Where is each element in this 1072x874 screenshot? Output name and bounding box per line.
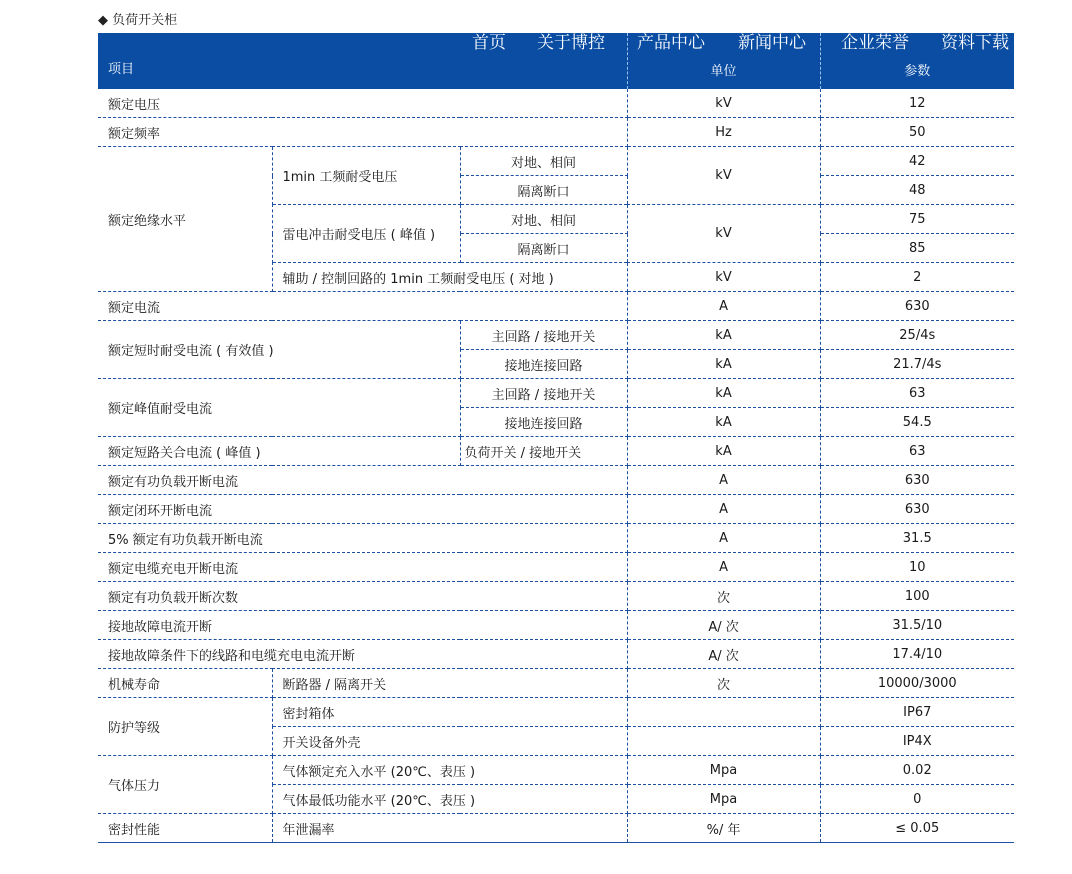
- row-value: 31.5/10: [820, 611, 1014, 640]
- table-row: [98, 118, 1014, 147]
- row-value: 31.5: [820, 524, 1014, 553]
- row-unit: kV: [627, 89, 820, 118]
- row-unit: A/ 次: [627, 611, 820, 640]
- row-label: 额定频率: [98, 118, 627, 147]
- row-label: 5% 额定有功负载开断电流: [98, 524, 627, 553]
- header-param: 参数: [820, 33, 1014, 89]
- row-subitem: 隔离断口: [460, 176, 627, 205]
- row-value: 630: [820, 466, 1014, 495]
- row-label: 机械寿命: [98, 669, 272, 698]
- row-unit: [627, 698, 820, 727]
- row-subitem: 负荷开关 / 接地开关: [460, 437, 627, 466]
- row-value: IP67: [820, 698, 1014, 727]
- table-row: [98, 669, 1014, 698]
- table-row: [98, 379, 1014, 408]
- row-unit: 次: [627, 582, 820, 611]
- row-unit: A: [627, 466, 820, 495]
- row-label: 额定绝缘水平: [98, 147, 272, 292]
- row-unit: A/ 次: [627, 640, 820, 669]
- nav-link-products[interactable]: 产品中心: [637, 33, 705, 53]
- row-value: 85: [820, 234, 1014, 263]
- table-row: [98, 321, 1014, 350]
- table-row: [98, 292, 1014, 321]
- row-value: 10: [820, 553, 1014, 582]
- row-value: 0: [820, 785, 1014, 814]
- row-value: 0.02: [820, 756, 1014, 785]
- row-sublabel: 密封箱体: [272, 698, 627, 727]
- row-subitem: 接地连接回路: [460, 408, 627, 437]
- row-value: 63: [820, 437, 1014, 466]
- row-unit: [627, 727, 820, 756]
- row-value: 50: [820, 118, 1014, 147]
- row-unit: kA: [627, 379, 820, 408]
- row-sublabel: 辅助 / 控制回路的 1min 工频耐受电压 ( 对地 ): [272, 263, 627, 292]
- row-label: 接地故障电流开断: [98, 611, 627, 640]
- table-row: [98, 756, 1014, 785]
- row-unit: kA: [627, 408, 820, 437]
- row-label: 额定电缆充电开断电流: [98, 553, 627, 582]
- row-subitem: 主回路 / 接地开关: [460, 379, 627, 408]
- row-unit: kA: [627, 321, 820, 350]
- row-unit: kV: [627, 147, 820, 205]
- row-value: ≤ 0.05: [820, 814, 1014, 843]
- table-row: [98, 611, 1014, 640]
- row-sublabel: 年泄漏率: [272, 814, 627, 843]
- row-value: 12: [820, 89, 1014, 118]
- row-label: 额定短时耐受电流 ( 有效值 ): [98, 321, 460, 379]
- row-unit: 次: [627, 669, 820, 698]
- row-value: 630: [820, 495, 1014, 524]
- row-value: 63: [820, 379, 1014, 408]
- row-subitem: 接地连接回路: [460, 350, 627, 379]
- row-sublabel: 1min 工频耐受电压: [272, 147, 460, 205]
- row-value: 25/4s: [820, 321, 1014, 350]
- row-value: 54.5: [820, 408, 1014, 437]
- row-value: 17.4/10: [820, 640, 1014, 669]
- header-item: 项目: [98, 33, 627, 89]
- row-unit: kA: [627, 437, 820, 466]
- row-label: 接地故障条件下的线路和电缆充电电流开断: [98, 640, 627, 669]
- table-row: [98, 553, 1014, 582]
- table-row: [98, 437, 1014, 466]
- row-label: 气体压力: [98, 756, 272, 814]
- table-row: [98, 147, 1014, 176]
- row-subitem: 隔离断口: [460, 234, 627, 263]
- row-label: 额定有功负载开断电流: [98, 466, 627, 495]
- row-unit: %/ 年: [627, 814, 820, 843]
- row-unit: kV: [627, 205, 820, 263]
- row-label: 额定电流: [98, 292, 627, 321]
- row-subitem: 对地、相间: [460, 147, 627, 176]
- row-unit: A: [627, 292, 820, 321]
- row-label: 额定峰值耐受电流: [98, 379, 460, 437]
- header-unit: 单位: [627, 33, 820, 89]
- nav-link-news[interactable]: 新闻中心: [738, 33, 806, 53]
- row-sublabel: 断路器 / 隔离开关: [272, 669, 627, 698]
- row-value: 10000/3000: [820, 669, 1014, 698]
- table-row: [98, 466, 1014, 495]
- row-unit: Mpa: [627, 756, 820, 785]
- table-row: [98, 582, 1014, 611]
- row-value: 42: [820, 147, 1014, 176]
- row-value: 21.7/4s: [820, 350, 1014, 379]
- row-label: 额定有功负载开断次数: [98, 582, 627, 611]
- row-sublabel: 雷电冲击耐受电压 ( 峰值 ): [272, 205, 460, 263]
- row-subitem: 对地、相间: [460, 205, 627, 234]
- row-label: 额定闭环开断电流: [98, 495, 627, 524]
- row-sublabel: 气体最低功能水平 (20℃、表压 ): [272, 785, 627, 814]
- row-value: 2: [820, 263, 1014, 292]
- row-value: 48: [820, 176, 1014, 205]
- row-unit: Mpa: [627, 785, 820, 814]
- row-label: 密封性能: [98, 814, 272, 843]
- table-row: [98, 698, 1014, 727]
- table-row: [98, 495, 1014, 524]
- spec-table: [98, 33, 1014, 843]
- row-unit: A: [627, 553, 820, 582]
- nav-link-honors[interactable]: 企业荣誉: [841, 33, 909, 53]
- row-unit: Hz: [627, 118, 820, 147]
- row-sublabel: 气体额定充入水平 (20℃、表压 ): [272, 756, 627, 785]
- table-row: [98, 640, 1014, 669]
- row-unit: A: [627, 524, 820, 553]
- row-unit: kA: [627, 350, 820, 379]
- row-value: 630: [820, 292, 1014, 321]
- table-row: [98, 814, 1014, 843]
- nav-link-about[interactable]: 关于博控: [537, 33, 605, 53]
- row-label: 防护等级: [98, 698, 272, 756]
- table-row: [98, 89, 1014, 118]
- row-unit: A: [627, 495, 820, 524]
- nav-link-home[interactable]: 首页: [472, 33, 506, 53]
- section-title: ◆ 负荷开关柜: [98, 13, 178, 28]
- nav-link-downloads[interactable]: 资料下载: [941, 33, 1009, 53]
- row-value: IP4X: [820, 727, 1014, 756]
- row-label: 额定短路关合电流 ( 峰值 ): [98, 437, 460, 466]
- row-value: 75: [820, 205, 1014, 234]
- table-row: [98, 524, 1014, 553]
- row-subitem: 主回路 / 接地开关: [460, 321, 627, 350]
- row-unit: kV: [627, 263, 820, 292]
- row-sublabel: 开关设备外壳: [272, 727, 627, 756]
- top-nav: [0, 26, 1072, 56]
- row-label: 额定电压: [98, 89, 627, 118]
- row-value: 100: [820, 582, 1014, 611]
